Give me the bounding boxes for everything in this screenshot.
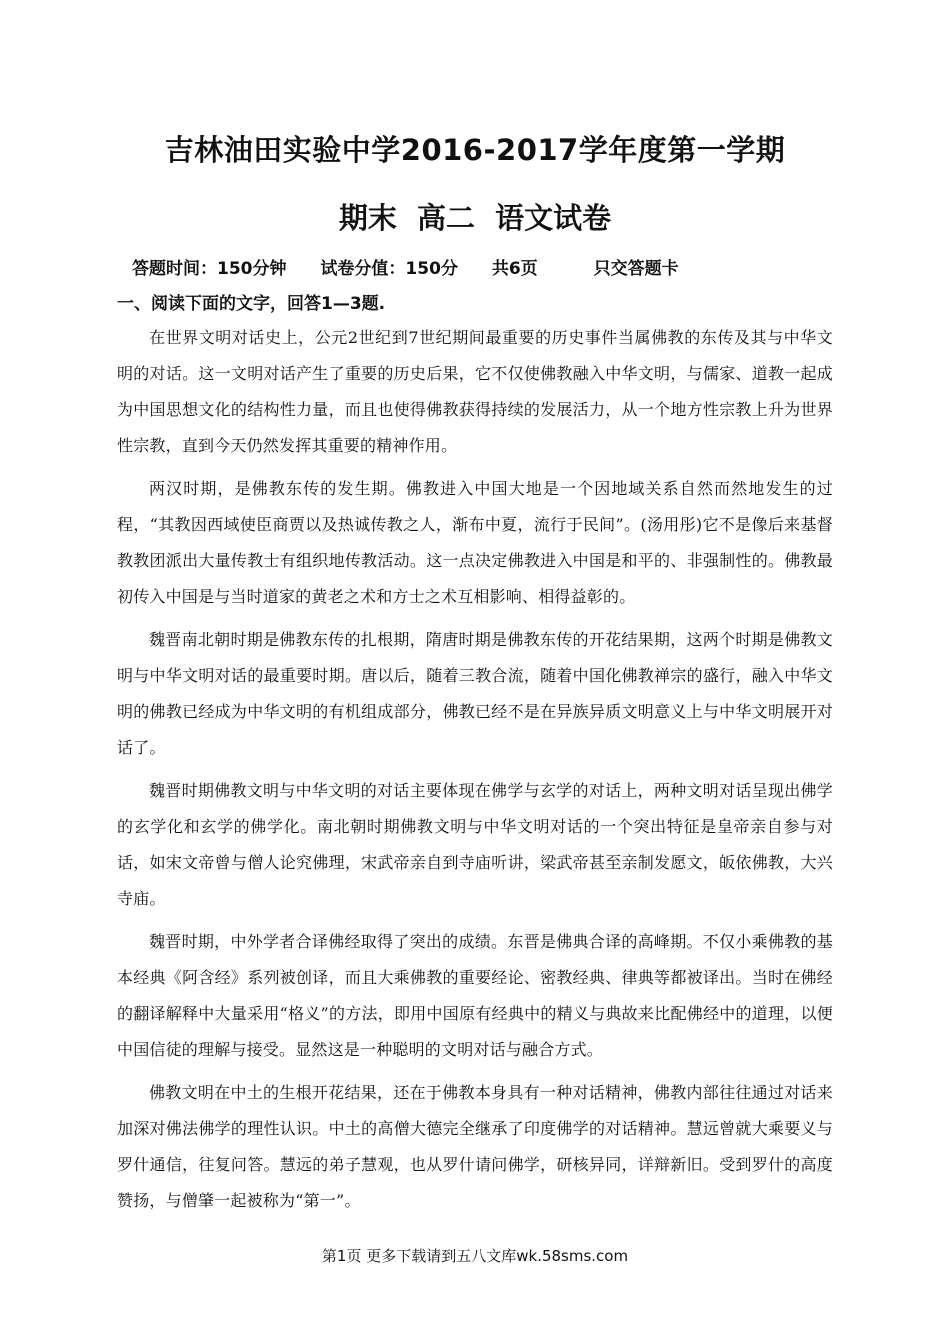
exam-note: 只交答题卡	[593, 259, 679, 279]
page-footer: 第1页 更多下载请到五八文库wk.58sms.com	[321, 1247, 629, 1265]
exam-pages: 共6页	[491, 259, 538, 279]
paragraph: 魏晋时期佛教文明与中华文明的对话主要体现在佛学与玄学的对话上，两种文明对话呈现出佛学的玄学化和玄学的佛学化。南北朝时期佛教文明与中华文明对话的一个突出特征是皇帝亲自参与对话，如宋文帝曾与僧人论究佛理，宋武帝亲自到寺庙听讲，梁武帝甚至亲制发愿文，皈依佛教，大兴寺庙。	[117, 781, 833, 908]
exam-subtitle: 期末 高二 语文试卷	[338, 201, 612, 235]
paragraph: 魏晋南北朝时期是佛教东传的扎根期，隋唐时期是佛教东传的开花结果期，这两个时期是佛教文明与中华文明对话的最重要时期。唐以后，随着三教合流，随着中国化佛教禅宗的盛行，融入中华文明的佛教已经成为中华文明的有机组成部分，佛教已经不是在异族异质文明意义上与中华文明展开对话了。	[117, 630, 833, 757]
paragraph: 魏晋时期，中外学者合译佛经取得了突出的成绩。东晋是佛典合译的高峰期。不仅小乘佛教的基本经典《阿含经》系列被创译，而且大乘佛教的重要经论、密教经典、律典等都被译出。当时在佛经的翻译解释中大量采用“格义”的方法，即用中国原有经典中的精义与典故来比配佛经中的道理，以便中国信徒的理解与接受。显然这是一种聪明的文明对话与融合方式。	[117, 932, 833, 1059]
paragraph: 佛教文明在中土的生根开花结果，还在于佛教本身具有一种对话精神，佛教内部往往通过对话来加深对佛法佛学的理性认识。中土的高僧大德完全继承了印度佛学的对话精神。慧远曾就大乘要义与罗什通信，往复问答。慧远的弟子慧观，也从罗什请问佛学，研核异同，详辩新旧。受到罗什的高度赞扬，与僧肇一起被称为“第一”。	[117, 1083, 833, 1210]
section-heading: 一、阅读下面的文字，回答1—3题.	[117, 294, 386, 314]
exam-title: 吉林油田实验中学2016-2017学年度第一学期	[164, 133, 786, 167]
paragraph: 在世界文明对话史上，公元2世纪到7世纪期间最重要的历史事件当属佛教的东传及其与中华文明的对话。这一文明对话产生了重要的历史后果，它不仅使佛教融入中华文明，与儒家、道教一起成为中国思想文化的结构性力量，而且也使得佛教获得持续的发展活力，从一个地方性宗教上升为世界性宗教，直到今天仍然发挥其重要的精神作用。	[117, 328, 833, 455]
paragraph: 两汉时期，是佛教东传的发生期。佛教进入中国大地是一个因地域关系自然而然地发生的过程，“其教因西域使臣商贾以及热诚传教之人，渐布中夏，流行于民间”。(汤用彤)它不是像后来基督教教团派出大量传教士有组织地传教活动。这一点决定佛教进入中国是和平的、非强制性的。佛教最初传入中国是与当时道家的黄老之术和方士之术互相影响、相得益彰的。	[117, 479, 833, 606]
passage	[117, 320, 833, 1226]
exam-info	[132, 254, 679, 279]
exam-score: 试卷分值：150分	[320, 259, 458, 279]
exam-time: 答题时间：150分钟	[132, 259, 287, 279]
